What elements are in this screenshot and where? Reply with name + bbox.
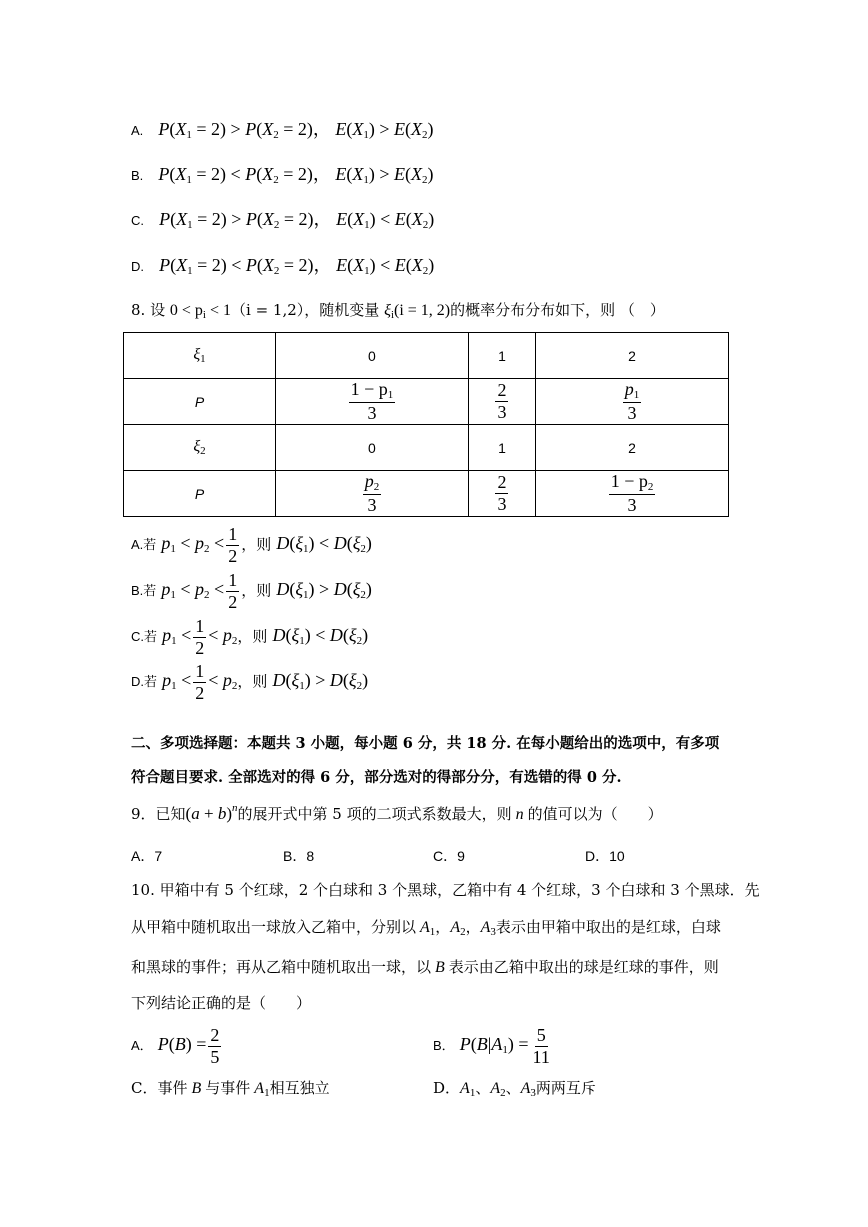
p-header: P xyxy=(124,471,276,517)
table-cell: $\frac{2}{3}$ xyxy=(468,379,535,425)
section2-line1: 二、多项选择题：本题共 3 小题，每小题 6 分，共 18 分. 在每小题给出的选项中，有多项 xyxy=(131,735,720,752)
table-cell: 0 xyxy=(276,425,469,471)
q10-line1: 10. 甲箱中有 5 个红球，2 个白球和 3 个黑球，乙箱中有 4 个红球，3 个白球和 3 个黑球．先 xyxy=(131,881,760,899)
table-row xyxy=(124,379,729,425)
q8-option-b: B.若 $p_1 < p_2$ < $\frac{1}{2}$ ，则 $D(\xi_1) > D(\xi_2)$ xyxy=(131,570,372,612)
q7-option-a: A. $P(X_1 = 2) > P(X_2 = 2)$， $E(X_1) > E(X_2)$ xyxy=(131,119,434,141)
q10-option-c: C．事件 B 与事件 $A_1$相互独立 xyxy=(131,1079,330,1099)
p-header: P xyxy=(124,379,276,425)
q8-stem: 8. 设 $0 < p_i < 1(i = 1,2)$，随机变量 $\xi_i(i = 1$, 2)的概率分布分布如下，则 （ ） xyxy=(131,301,665,321)
table-cell: 2 xyxy=(536,425,729,471)
q7-option-b: B. $P(X_1 = 2) < P(X_2 = 2)$， $E(X_1) > E(X_2)$ xyxy=(131,164,434,186)
q10-option-b: B． $P(B|A_1)$ = $\frac{5}{11}$ xyxy=(433,1025,550,1067)
section2-line2: 符合题目要求. 全部选对的得 6 分，部分选对的得部分分，有选错的得 0 分. xyxy=(131,769,622,786)
q8-option-c: C.若 $p_1$ < $\frac{1}{2}$ < $p_2$，则 $D(\xi_1) < D(\xi_2)$ xyxy=(131,616,369,658)
table-cell: $\frac{2}{3}$ xyxy=(468,471,535,517)
xi1-header: $\xi_1$ xyxy=(124,333,276,379)
table-cell: $\frac{1 - p_1}{3}$ xyxy=(276,379,469,425)
table-cell: 2 xyxy=(536,333,729,379)
q9-option-b: B．8 xyxy=(283,848,315,864)
q9-option-d: D．10 xyxy=(585,848,625,864)
q7-option-c: C. $P(X_1 = 2) > P(X_2 = 2)$， $E(X_1) < E(X_2)$ xyxy=(131,209,435,231)
table-cell: $\frac{p_1}{3}$ xyxy=(536,379,729,425)
xi2-header: $\xi_2$ xyxy=(124,425,276,471)
q7-option-d: D. $P(X_1 = 2) < P(X_2 = 2)$， $E(X_1) < E(X_2)$ xyxy=(131,255,435,277)
q8-option-a: A.若 $p_1 < p_2$ < $\frac{1}{2}$ ，则 $D(\xi_1) < D(\xi_2)$ xyxy=(131,524,372,566)
table-cell: $\frac{1 - p_2}{3}$ xyxy=(536,471,729,517)
table-row xyxy=(124,425,729,471)
table-cell: 1 xyxy=(468,333,535,379)
q9-stem: 9．已知$(a + b)^n$的展开式中第 5 项的二项式系数最大，则 n 的值可以为（ ） xyxy=(131,802,663,823)
table-cell: 0 xyxy=(276,333,469,379)
q10-line4: 下列结论正确的是（ ） xyxy=(131,994,312,1012)
q9-option-a: A．7 xyxy=(131,848,163,864)
distribution-table xyxy=(123,332,729,517)
q10-option-d: D．$A_1$、$A_2$、$A_3$两两互斥 xyxy=(433,1079,596,1099)
q10-option-a: A． P(B) = $\frac{2}{5}$ xyxy=(131,1025,220,1067)
q8-option-d: D.若 $p_1$ < $\frac{1}{2}$ < $p_2$，则 $D(\xi_1) > D(\xi_2)$ xyxy=(131,661,369,703)
table-row xyxy=(124,333,729,379)
table-row xyxy=(124,471,729,517)
q9-option-c: C．9 xyxy=(433,848,465,864)
table-cell: $\frac{p_2}{3}$ xyxy=(276,471,469,517)
q10-line2: 从甲箱中随机取出一球放入乙箱中，分别以 $A_1$，$A_2$，$A_3$表示由甲箱中取出的是红球，白球 xyxy=(131,918,721,938)
q10-line3: 和黑球的事件；再从乙箱中随机取出一球，以 B 表示由乙箱中取出的球是红球的事件，则 xyxy=(131,958,719,976)
table-cell: 1 xyxy=(468,425,535,471)
